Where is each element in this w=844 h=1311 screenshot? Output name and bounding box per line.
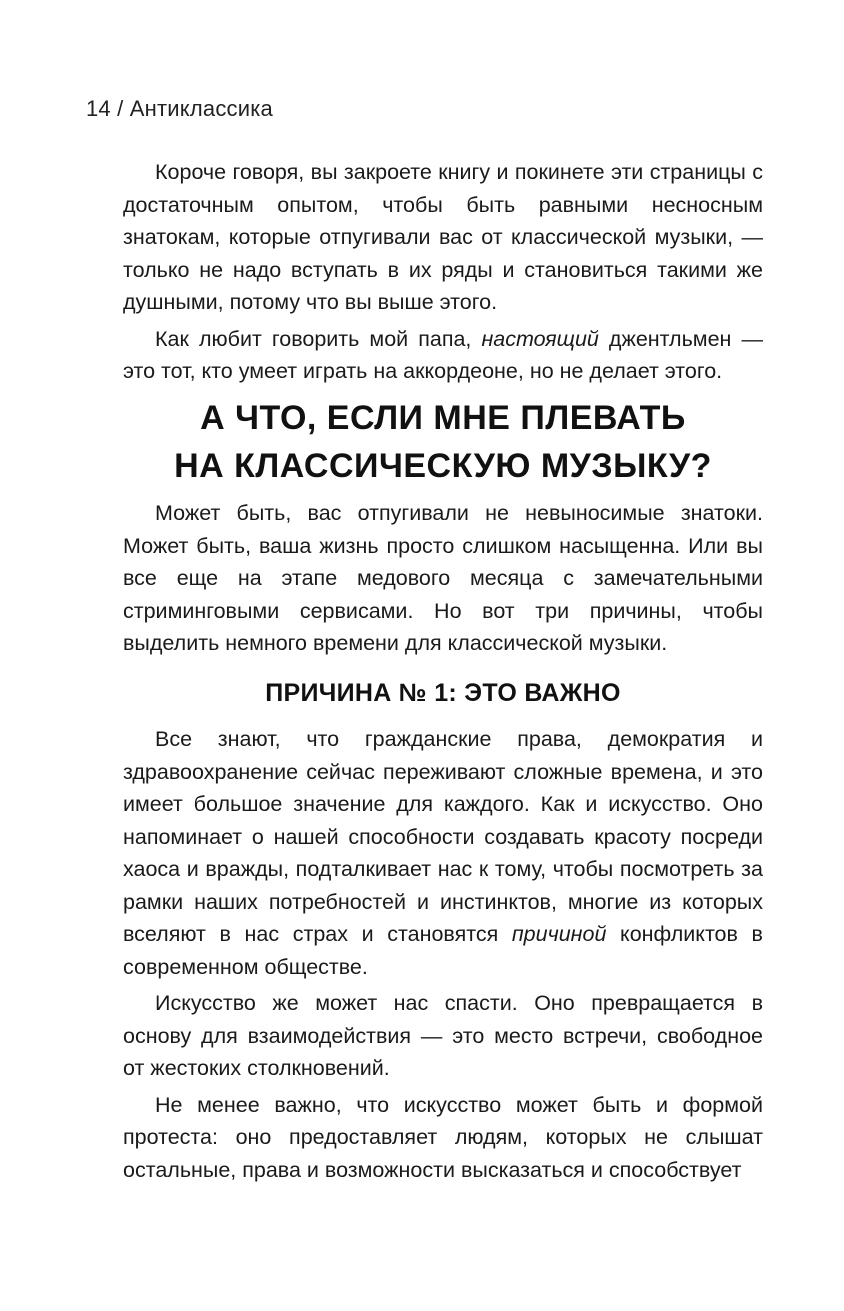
subsection-text-block <box>123 723 763 1186</box>
intro-text-block <box>123 156 763 388</box>
paragraph <box>123 323 763 388</box>
subsection-heading: ПРИЧИНА № 1: ЭТО ВАЖНО <box>265 679 621 707</box>
text-run: джентльмен — это тот, кто умеет играть на аккордеоне, но не делает этого. <box>123 326 763 383</box>
paragraph: Короче говоря, вы закроете книгу и покинете эти страницы с достаточным опытом, чтобы быть равными несносным знатокам, которые отпугивали вас от классической музыки, — только не надо вступать в их ряды и становиться такими же душными, потому что вы выше этого. <box>123 160 763 314</box>
emphasis-text: настоящий <box>481 326 599 351</box>
paragraph: Не менее важно, что искусство может быть и формой протеста: оно предоставляет людям, которых не слышат остальные, права и возможности высказаться и способствует <box>123 1092 763 1182</box>
text-run: конфликтов в современном обществе. <box>123 922 763 979</box>
section-heading <box>123 394 763 490</box>
text-run: Как любит говорить мой папа, <box>155 326 482 351</box>
section-heading-line-2: НА КЛАССИЧЕСКУЮ МУЗЫКУ? <box>174 447 712 485</box>
paragraph: Искусство же может нас спасти. Оно превращается в основу для взаимодействия — это место встречи, свободное от жестоких столкновений. <box>123 991 763 1080</box>
running-head: 14 / Антиклассика <box>86 96 273 121</box>
paragraph <box>123 723 763 983</box>
emphasis-text: причиной <box>511 922 607 946</box>
paragraph: Может быть, вас отпугивали не невыносимые знатоки. Может быть, ваша жизнь просто слишком насыщенна. Или вы все еще на этапе медового месяца с замечательными стриминговыми сервисами. Но вот три причины, чтобы выделить немного времени для классической музыки. <box>123 501 763 655</box>
section-intro-text <box>123 497 763 660</box>
text-run: Все знают, что гражданские права, демократия и здравоохранение сейчас переживают сложные времена, и это имеет большое значение для каждого. Как и искусство. Оно напоминает о нашей способности создавать красоту посреди хаоса и вражды, подталкивает нас к тому, чтобы посмотреть за рамки наших потребностей и инстинктов, многие из которых вселяют в нас страх и становятся <box>123 727 763 946</box>
section-heading-line-1: А ЧТО, ЕСЛИ МНЕ ПЛЕВАТЬ <box>200 399 686 437</box>
